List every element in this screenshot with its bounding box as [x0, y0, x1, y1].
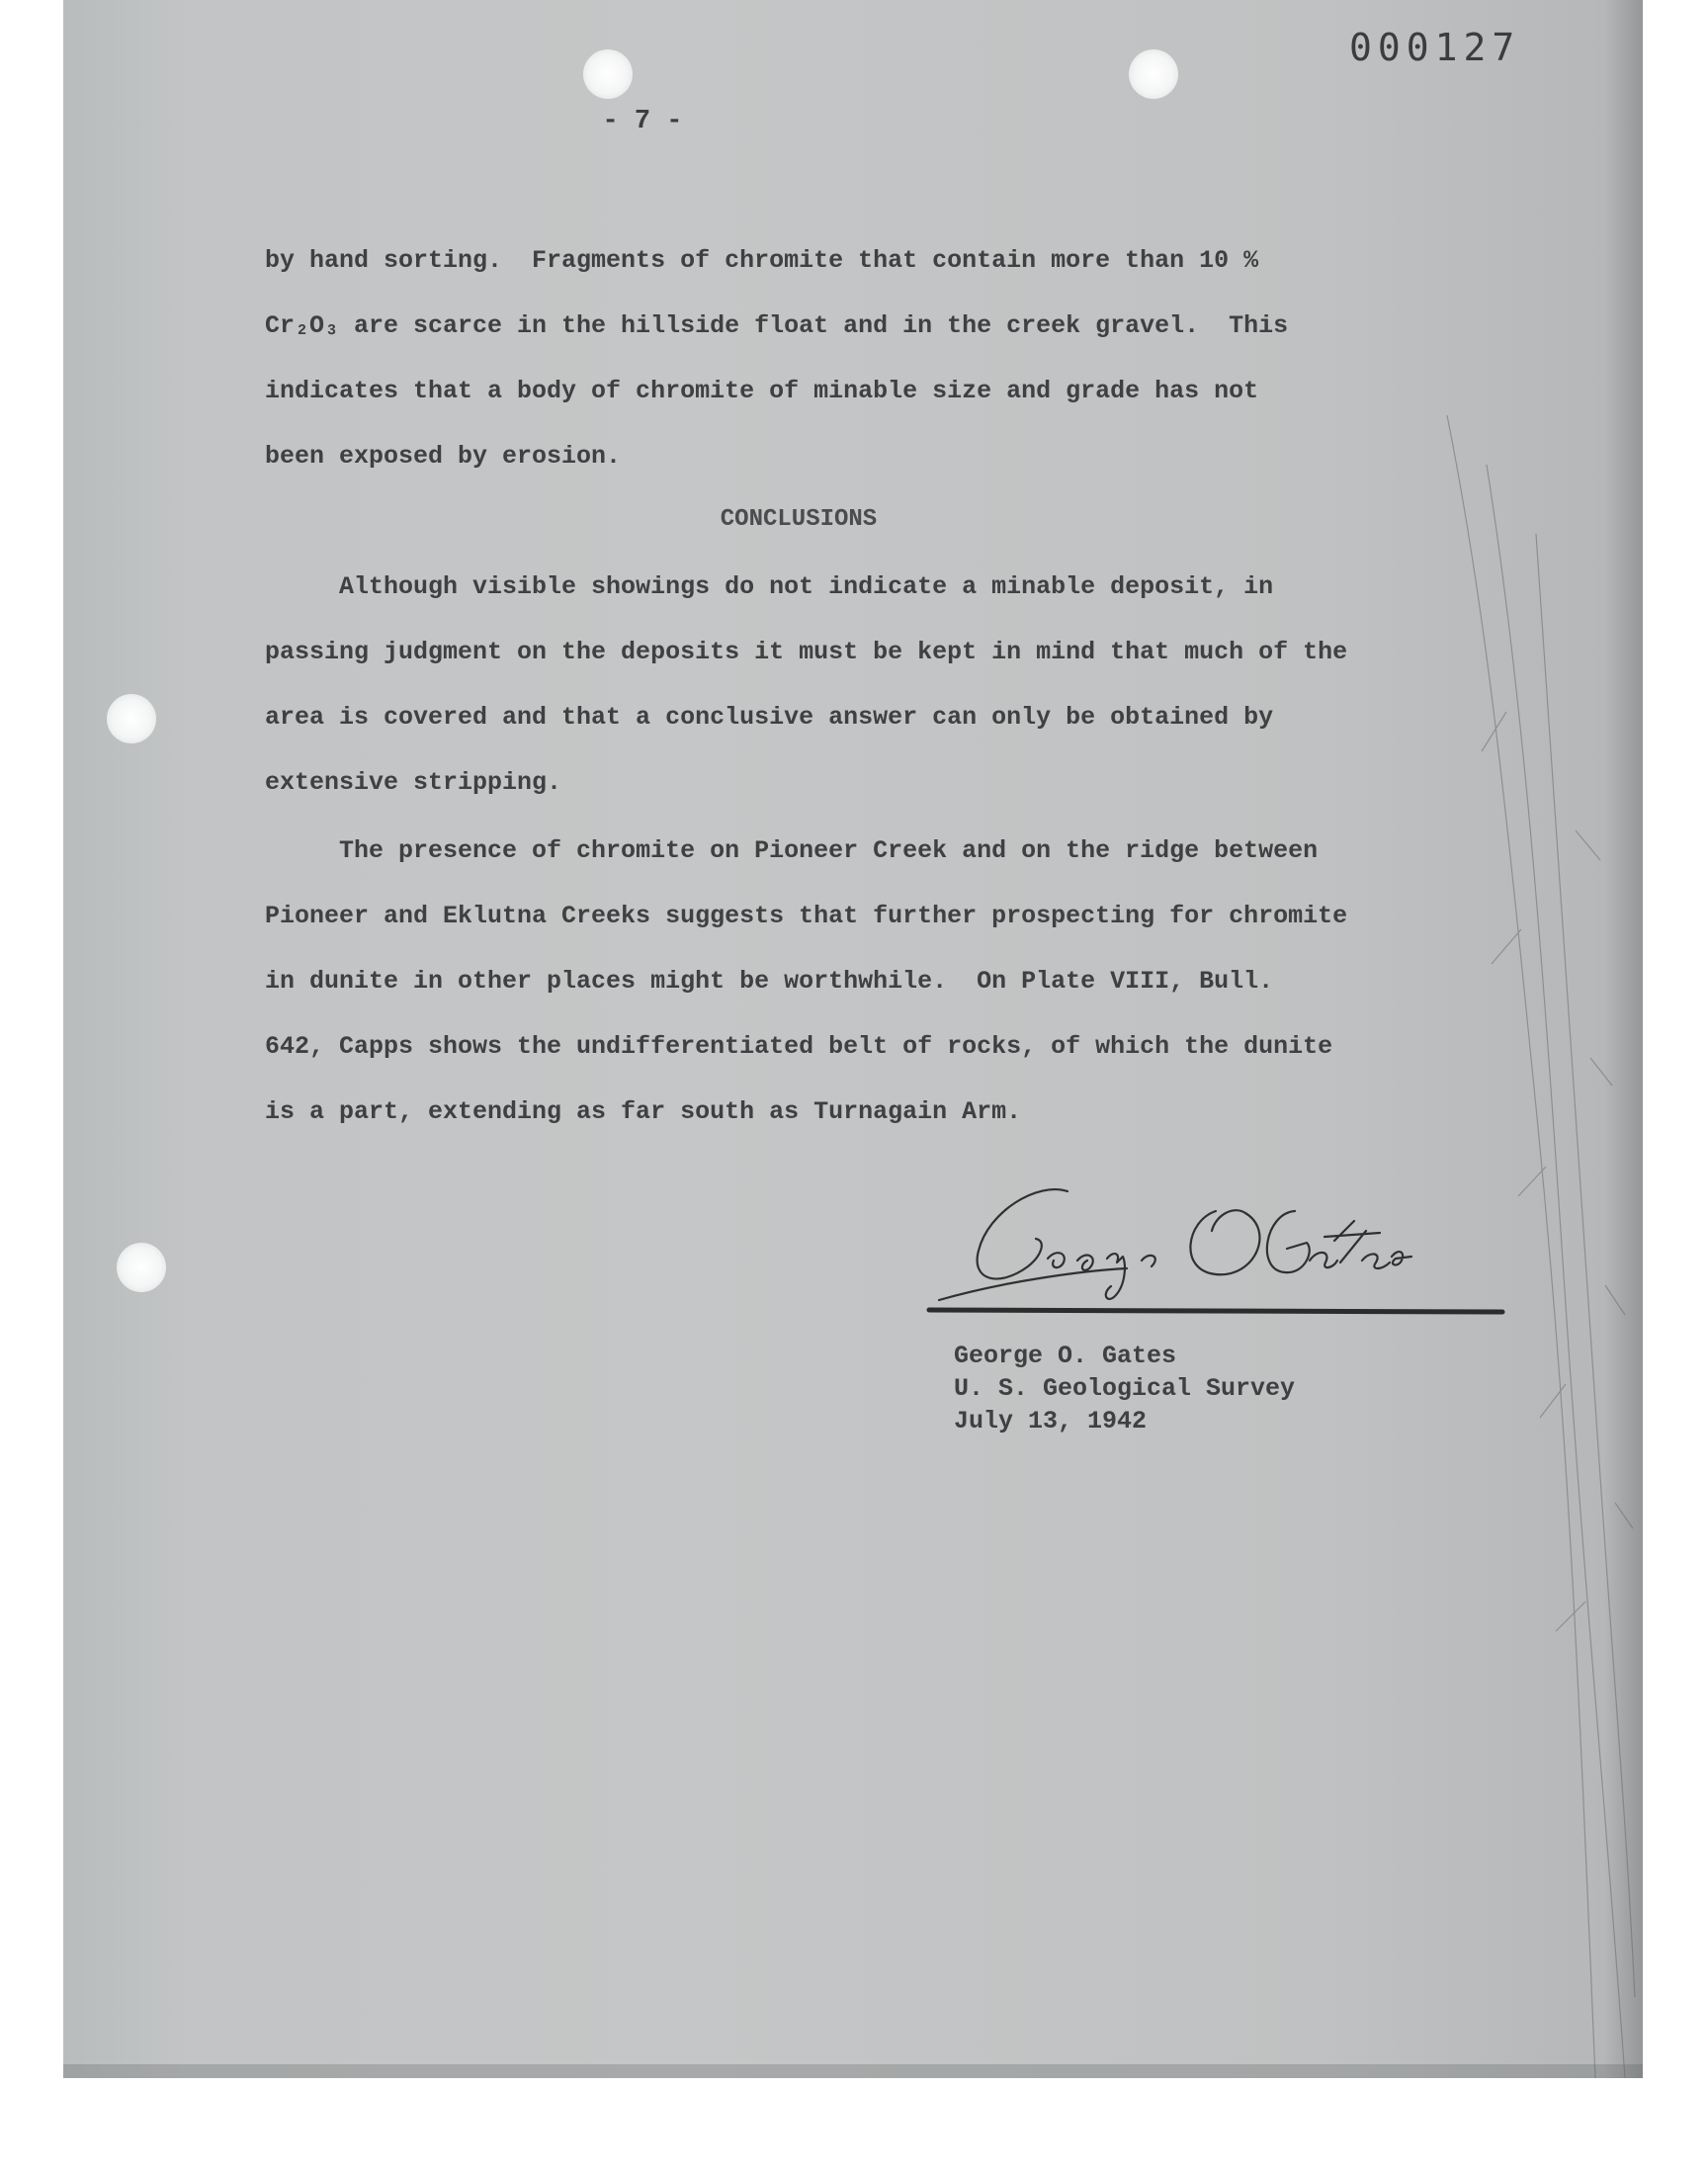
signature-block: [954, 1340, 1295, 1437]
paragraph-conclusions-1: Although visible showings do not indicate a minable deposit, in passing judgment on the deposits it must be kept in mind that much of the area is covered and that a conclusive answer can only be obtained by extensive stripping.: [265, 572, 1348, 797]
punch-hole-left-lower: [117, 1243, 166, 1292]
punch-hole-left-upper: [107, 694, 156, 743]
signer-organization: U. S. Geological Survey: [954, 1374, 1296, 1403]
page-number: - 7 -: [602, 107, 683, 136]
document-stamp-number: 000127: [1349, 26, 1521, 69]
page-bottom-shadow: [63, 2064, 1643, 2078]
signer-name: George O. Gates: [954, 1342, 1177, 1370]
punch-hole-top-right: [1129, 49, 1178, 99]
punch-hole-top-left: [583, 49, 633, 99]
signature-date: July 13, 1942: [954, 1407, 1148, 1436]
paragraph-conclusions-2: The presence of chromite on Pioneer Creek and on the ridge between Pioneer and Eklutna Creeks suggests that further prospecting for chromite in dunite in other places might be worthwhile. On Plate VIII, Bull. 642, Capps shows the undifferentiated belt of rocks, of which the dunite is a part, extending as far south as Turnagain Arm.: [265, 836, 1348, 1126]
paragraph-continuation: by hand sorting. Fragments of chromite that contain more than 10 % Cr₂O₃ are scarce in the hillside float and in the creek gravel. This indicates that a body of chromite of minable size and grade has not been exposed by erosion.: [265, 246, 1289, 471]
handwritten-signature: [919, 1172, 1552, 1330]
section-heading-conclusions: CONCLUSIONS: [720, 506, 878, 533]
